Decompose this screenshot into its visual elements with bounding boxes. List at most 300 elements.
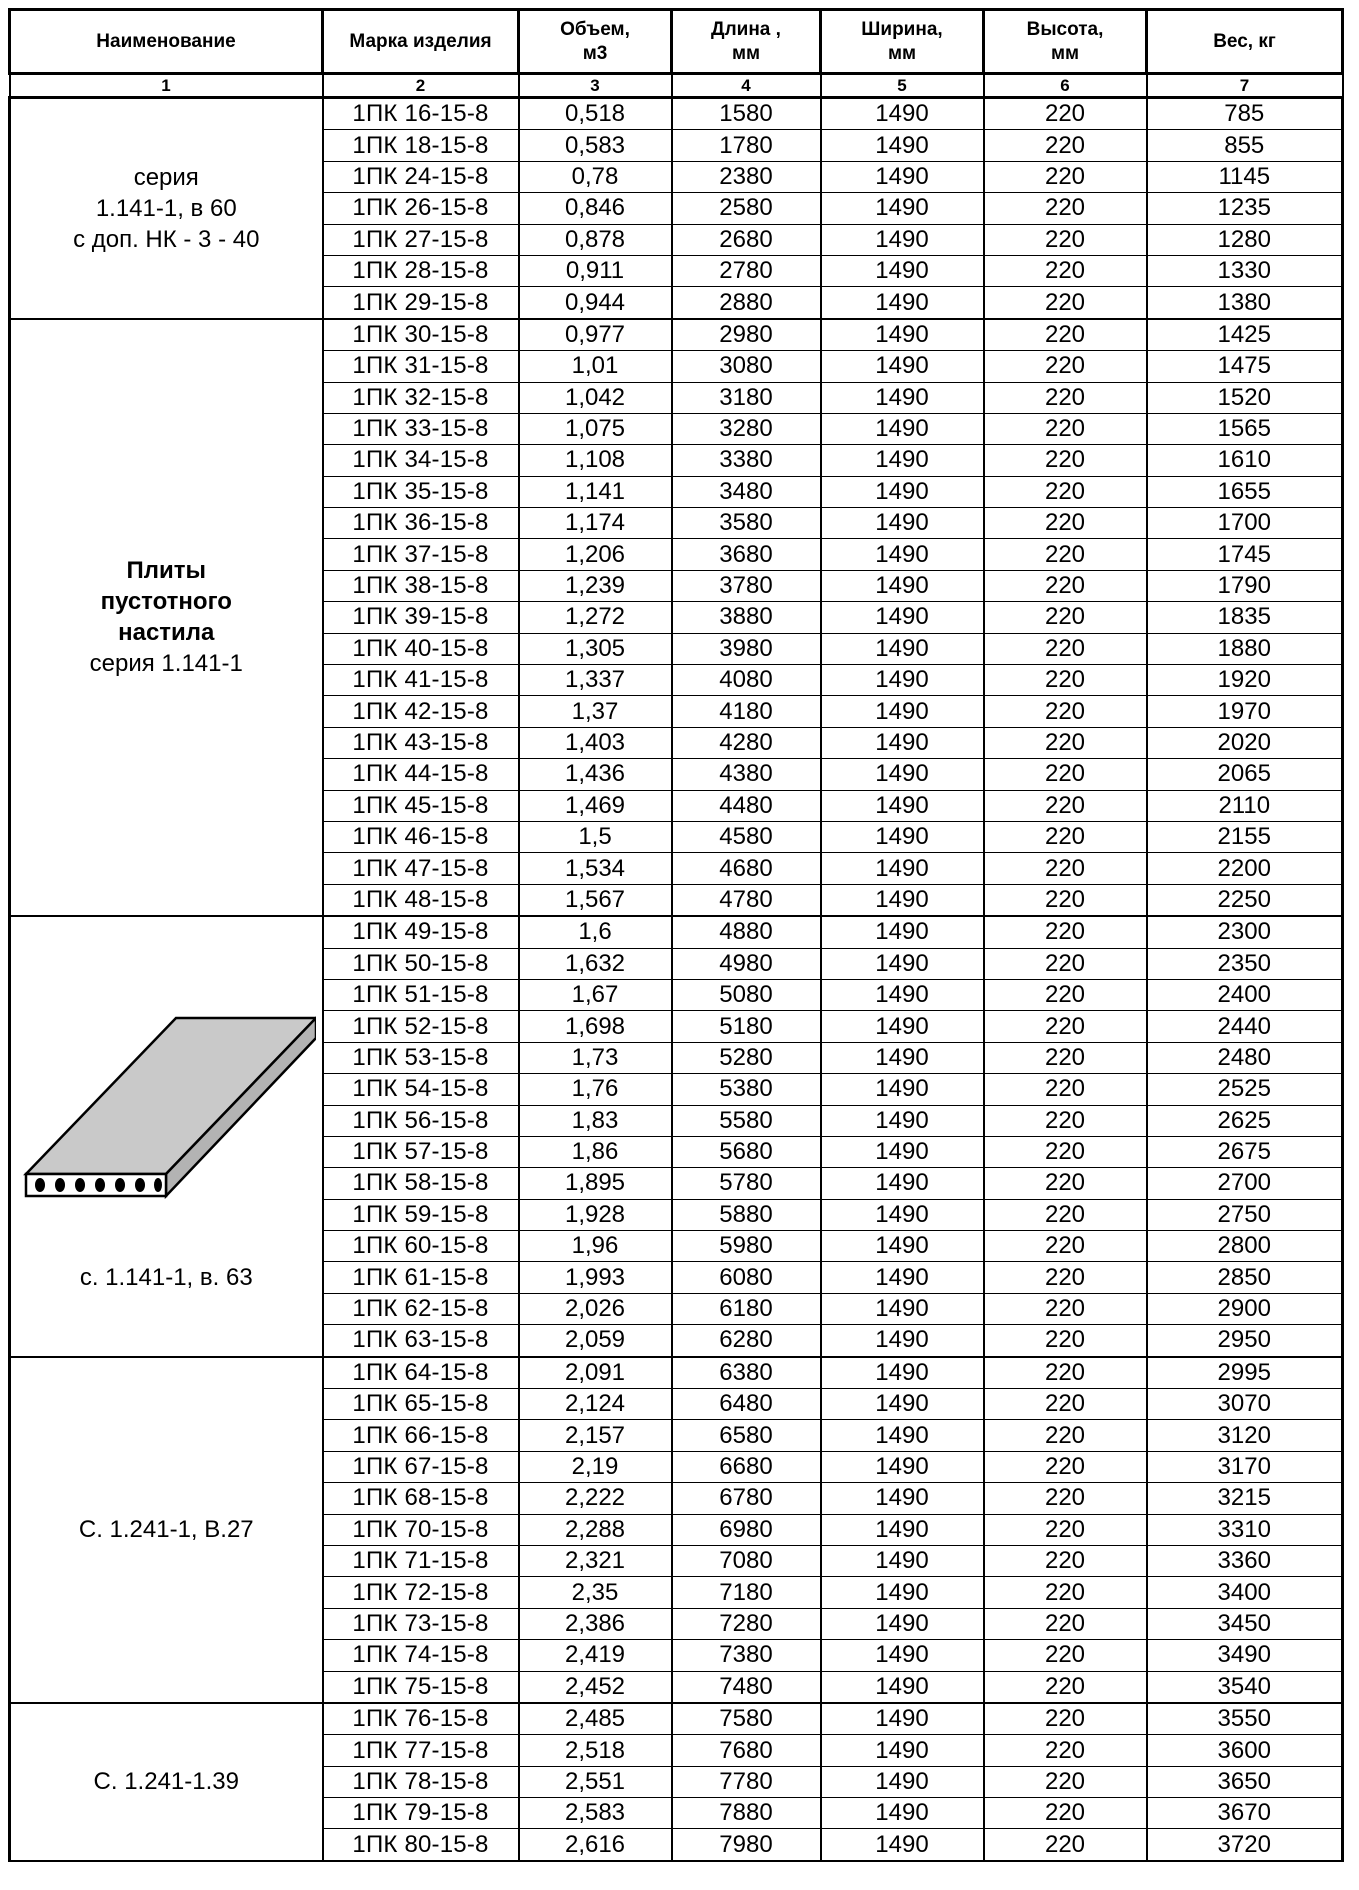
height-cell: 220: [984, 570, 1147, 601]
length-cell: 7280: [672, 1608, 821, 1639]
weight-cell: 2800: [1147, 1231, 1343, 1262]
width-cell: 1490: [821, 1325, 984, 1357]
length-cell: 7680: [672, 1735, 821, 1766]
length-cell: 5880: [672, 1199, 821, 1230]
table-row: [10, 98, 1343, 130]
height-cell: 220: [984, 193, 1147, 224]
weight-cell: 1790: [1147, 570, 1343, 601]
weight-cell: 3490: [1147, 1640, 1343, 1671]
length-cell: 3880: [672, 602, 821, 633]
height-cell: 220: [984, 1703, 1147, 1735]
length-cell: 5980: [672, 1231, 821, 1262]
mark-cell: 1ПК 71-15-8: [323, 1545, 519, 1576]
weight-cell: 3650: [1147, 1766, 1343, 1797]
weight-cell: 1970: [1147, 696, 1343, 727]
volume-cell: 1,01: [519, 351, 672, 382]
volume-cell: 2,616: [519, 1829, 672, 1861]
volume-cell: 1,632: [519, 948, 672, 979]
height-cell: 220: [984, 319, 1147, 351]
length-cell: 1780: [672, 130, 821, 161]
width-cell: 1490: [821, 1199, 984, 1230]
mark-cell: 1ПК 48-15-8: [323, 884, 519, 916]
length-cell: 7880: [672, 1798, 821, 1829]
mark-cell: 1ПК 74-15-8: [323, 1640, 519, 1671]
height-cell: 220: [984, 1231, 1147, 1262]
weight-cell: 2525: [1147, 1074, 1343, 1105]
height-cell: 220: [984, 1105, 1147, 1136]
group-label-line: серия: [133, 163, 199, 191]
width-cell: 1490: [821, 255, 984, 286]
length-cell: 4580: [672, 821, 821, 852]
volume-cell: 0,977: [519, 319, 672, 351]
mark-cell: 1ПК 35-15-8: [323, 476, 519, 507]
weight-cell: 3540: [1147, 1671, 1343, 1703]
mark-cell: 1ПК 63-15-8: [323, 1325, 519, 1357]
volume-cell: 2,059: [519, 1325, 672, 1357]
volume-cell: 2,583: [519, 1798, 672, 1829]
width-cell: 1490: [821, 1829, 984, 1861]
column-number: 4: [672, 74, 821, 98]
weight-cell: 1280: [1147, 224, 1343, 255]
volume-cell: 1,67: [519, 979, 672, 1010]
height-cell: 220: [984, 1136, 1147, 1167]
mark-cell: 1ПК 57-15-8: [323, 1136, 519, 1167]
volume-cell: 2,124: [519, 1389, 672, 1420]
weight-cell: 1920: [1147, 665, 1343, 696]
length-cell: 6680: [672, 1451, 821, 1482]
table-body: [10, 98, 1343, 1861]
header-row: [10, 10, 1343, 74]
weight-cell: 3450: [1147, 1608, 1343, 1639]
height-cell: 220: [984, 696, 1147, 727]
mark-cell: 1ПК 64-15-8: [323, 1357, 519, 1389]
mark-cell: 1ПК 67-15-8: [323, 1451, 519, 1482]
length-cell: 6380: [672, 1357, 821, 1389]
length-cell: 5680: [672, 1136, 821, 1167]
mark-cell: 1ПК 49-15-8: [323, 916, 519, 948]
height-cell: 220: [984, 98, 1147, 130]
width-cell: 1490: [821, 224, 984, 255]
weight-cell: 1745: [1147, 539, 1343, 570]
height-cell: 220: [984, 979, 1147, 1010]
volume-cell: 0,878: [519, 224, 672, 255]
length-cell: 1580: [672, 98, 821, 130]
weight-cell: 1380: [1147, 287, 1343, 319]
weight-cell: 2020: [1147, 727, 1343, 758]
weight-cell: 1565: [1147, 413, 1343, 444]
group-label-line: с. 1.141-1, в. 63: [79, 1263, 253, 1291]
height-cell: 220: [984, 382, 1147, 413]
length-cell: 6480: [672, 1389, 821, 1420]
height-cell: 220: [984, 1545, 1147, 1576]
height-cell: 220: [984, 1671, 1147, 1703]
column-number-row: [10, 74, 1343, 98]
width-cell: 1490: [821, 665, 984, 696]
width-cell: 1490: [821, 1389, 984, 1420]
width-cell: 1490: [821, 1703, 984, 1735]
weight-cell: 1700: [1147, 508, 1343, 539]
volume-cell: 1,86: [519, 1136, 672, 1167]
height-cell: 220: [984, 413, 1147, 444]
weight-cell: 3670: [1147, 1798, 1343, 1829]
height-cell: 220: [984, 916, 1147, 948]
height-cell: 220: [984, 161, 1147, 192]
width-cell: 1490: [821, 1136, 984, 1167]
group-label-line: С. 1.241-1, В.27: [78, 1516, 254, 1544]
group-name-cell: [10, 916, 323, 1356]
weight-cell: 1235: [1147, 193, 1343, 224]
weight-cell: 3070: [1147, 1389, 1343, 1420]
length-cell: 7780: [672, 1766, 821, 1797]
mark-cell: 1ПК 61-15-8: [323, 1262, 519, 1293]
mark-cell: 1ПК 30-15-8: [323, 319, 519, 351]
mark-cell: 1ПК 76-15-8: [323, 1703, 519, 1735]
height-cell: 220: [984, 1451, 1147, 1482]
mark-cell: 1ПК 46-15-8: [323, 821, 519, 852]
mark-cell: 1ПК 44-15-8: [323, 759, 519, 790]
mark-cell: 1ПК 78-15-8: [323, 1766, 519, 1797]
width-cell: 1490: [821, 884, 984, 916]
weight-cell: 2700: [1147, 1168, 1343, 1199]
weight-cell: 3120: [1147, 1420, 1343, 1451]
width-cell: 1490: [821, 413, 984, 444]
length-cell: 4880: [672, 916, 821, 948]
volume-cell: 0,944: [519, 287, 672, 319]
width-cell: 1490: [821, 790, 984, 821]
volume-cell: 0,583: [519, 130, 672, 161]
slab-illustration: [11, 980, 322, 1218]
mark-cell: 1ПК 79-15-8: [323, 1798, 519, 1829]
length-cell: 6580: [672, 1420, 821, 1451]
length-cell: 3680: [672, 539, 821, 570]
column-number: 6: [984, 74, 1147, 98]
header-mark: Марка изделия: [323, 10, 519, 74]
header-width: Ширина, мм: [821, 10, 984, 74]
weight-cell: 3360: [1147, 1545, 1343, 1576]
column-number: 7: [1147, 74, 1343, 98]
width-cell: 1490: [821, 539, 984, 570]
weight-cell: 1330: [1147, 255, 1343, 286]
weight-cell: 2110: [1147, 790, 1343, 821]
volume-cell: 1,272: [519, 602, 672, 633]
length-cell: 5280: [672, 1042, 821, 1073]
mark-cell: 1ПК 33-15-8: [323, 413, 519, 444]
height-cell: 220: [984, 476, 1147, 507]
group-label-line: настила: [118, 619, 215, 647]
width-cell: 1490: [821, 1357, 984, 1389]
width-cell: 1490: [821, 130, 984, 161]
mark-cell: 1ПК 54-15-8: [323, 1074, 519, 1105]
width-cell: 1490: [821, 1766, 984, 1797]
width-cell: 1490: [821, 1451, 984, 1482]
width-cell: 1490: [821, 602, 984, 633]
height-cell: 220: [984, 1357, 1147, 1389]
width-cell: 1490: [821, 759, 984, 790]
weight-cell: 2675: [1147, 1136, 1343, 1167]
volume-cell: 2,157: [519, 1420, 672, 1451]
height-cell: 220: [984, 1798, 1147, 1829]
length-cell: 7180: [672, 1577, 821, 1608]
weight-cell: 2950: [1147, 1325, 1343, 1357]
volume-cell: 2,485: [519, 1703, 672, 1735]
volume-cell: 2,551: [519, 1766, 672, 1797]
length-cell: 2380: [672, 161, 821, 192]
volume-cell: 0,846: [519, 193, 672, 224]
header-weight: Вес, кг: [1147, 10, 1343, 74]
volume-cell: 1,469: [519, 790, 672, 821]
mark-cell: 1ПК 24-15-8: [323, 161, 519, 192]
mark-cell: 1ПК 26-15-8: [323, 193, 519, 224]
weight-cell: 3215: [1147, 1483, 1343, 1514]
group-name-cell: [10, 1703, 323, 1861]
height-cell: 220: [984, 1011, 1147, 1042]
volume-cell: 1,042: [519, 382, 672, 413]
volume-cell: 2,026: [519, 1293, 672, 1324]
mark-cell: 1ПК 72-15-8: [323, 1577, 519, 1608]
volume-cell: 2,452: [519, 1671, 672, 1703]
width-cell: 1490: [821, 319, 984, 351]
weight-cell: 2480: [1147, 1042, 1343, 1073]
mark-cell: 1ПК 80-15-8: [323, 1829, 519, 1861]
height-cell: 220: [984, 1262, 1147, 1293]
width-cell: 1490: [821, 1420, 984, 1451]
width-cell: 1490: [821, 1074, 984, 1105]
length-cell: 3180: [672, 382, 821, 413]
mark-cell: 1ПК 56-15-8: [323, 1105, 519, 1136]
mark-cell: 1ПК 66-15-8: [323, 1420, 519, 1451]
width-cell: 1490: [821, 508, 984, 539]
length-cell: 2580: [672, 193, 821, 224]
volume-cell: 1,436: [519, 759, 672, 790]
mark-cell: 1ПК 31-15-8: [323, 351, 519, 382]
volume-cell: 1,6: [519, 916, 672, 948]
mark-cell: 1ПК 38-15-8: [323, 570, 519, 601]
mark-cell: 1ПК 41-15-8: [323, 665, 519, 696]
height-cell: 220: [984, 665, 1147, 696]
width-cell: 1490: [821, 696, 984, 727]
length-cell: 2880: [672, 287, 821, 319]
volume-cell: 1,96: [519, 1231, 672, 1262]
width-cell: 1490: [821, 1640, 984, 1671]
width-cell: 1490: [821, 1011, 984, 1042]
weight-cell: 3550: [1147, 1703, 1343, 1735]
width-cell: 1490: [821, 287, 984, 319]
height-cell: 220: [984, 727, 1147, 758]
length-cell: 4480: [672, 790, 821, 821]
weight-cell: 2400: [1147, 979, 1343, 1010]
volume-cell: 2,518: [519, 1735, 672, 1766]
mark-cell: 1ПК 59-15-8: [323, 1199, 519, 1230]
length-cell: 5780: [672, 1168, 821, 1199]
table-row: [10, 916, 1343, 948]
width-cell: 1490: [821, 1577, 984, 1608]
volume-cell: 1,37: [519, 696, 672, 727]
weight-cell: 1520: [1147, 382, 1343, 413]
length-cell: 7480: [672, 1671, 821, 1703]
mark-cell: 1ПК 77-15-8: [323, 1735, 519, 1766]
weight-cell: 1145: [1147, 161, 1343, 192]
height-cell: 220: [984, 255, 1147, 286]
height-cell: 220: [984, 790, 1147, 821]
volume-cell: 2,091: [519, 1357, 672, 1389]
volume-cell: 1,239: [519, 570, 672, 601]
width-cell: 1490: [821, 382, 984, 413]
group-label-line: 1.141-1, в 60: [95, 194, 237, 222]
mark-cell: 1ПК 36-15-8: [323, 508, 519, 539]
width-cell: 1490: [821, 948, 984, 979]
height-cell: 220: [984, 602, 1147, 633]
height-cell: 220: [984, 884, 1147, 916]
mark-cell: 1ПК 39-15-8: [323, 602, 519, 633]
volume-cell: 0,78: [519, 161, 672, 192]
mark-cell: 1ПК 16-15-8: [323, 98, 519, 130]
width-cell: 1490: [821, 1042, 984, 1073]
length-cell: 6280: [672, 1325, 821, 1357]
width-cell: 1490: [821, 98, 984, 130]
column-number: 5: [821, 74, 984, 98]
width-cell: 1490: [821, 1105, 984, 1136]
volume-cell: 1,993: [519, 1262, 672, 1293]
mark-cell: 1ПК 62-15-8: [323, 1293, 519, 1324]
column-number: 3: [519, 74, 672, 98]
width-cell: 1490: [821, 1483, 984, 1514]
mark-cell: 1ПК 65-15-8: [323, 1389, 519, 1420]
length-cell: 3280: [672, 413, 821, 444]
volume-cell: 1,174: [519, 508, 672, 539]
length-cell: 7980: [672, 1829, 821, 1861]
mark-cell: 1ПК 18-15-8: [323, 130, 519, 161]
width-cell: 1490: [821, 1671, 984, 1703]
length-cell: 5380: [672, 1074, 821, 1105]
height-cell: 220: [984, 287, 1147, 319]
volume-cell: 0,911: [519, 255, 672, 286]
volume-cell: 1,337: [519, 665, 672, 696]
weight-cell: 855: [1147, 130, 1343, 161]
mark-cell: 1ПК 42-15-8: [323, 696, 519, 727]
volume-cell: 2,321: [519, 1545, 672, 1576]
volume-cell: 1,403: [519, 727, 672, 758]
mark-cell: 1ПК 28-15-8: [323, 255, 519, 286]
height-cell: 220: [984, 1608, 1147, 1639]
mark-cell: 1ПК 45-15-8: [323, 790, 519, 821]
width-cell: 1490: [821, 351, 984, 382]
length-cell: 4780: [672, 884, 821, 916]
length-cell: 4080: [672, 665, 821, 696]
weight-cell: 2250: [1147, 884, 1343, 916]
mark-cell: 1ПК 58-15-8: [323, 1168, 519, 1199]
height-cell: 220: [984, 1483, 1147, 1514]
table-row: [10, 1357, 1343, 1389]
volume-cell: 1,73: [519, 1042, 672, 1073]
length-cell: 4680: [672, 853, 821, 884]
mark-cell: 1ПК 75-15-8: [323, 1671, 519, 1703]
slab-specification-table: [8, 8, 1344, 1862]
length-cell: 3580: [672, 508, 821, 539]
mark-cell: 1ПК 68-15-8: [323, 1483, 519, 1514]
volume-cell: 2,222: [519, 1483, 672, 1514]
length-cell: 4980: [672, 948, 821, 979]
length-cell: 2680: [672, 224, 821, 255]
length-cell: 3980: [672, 633, 821, 664]
height-cell: 220: [984, 759, 1147, 790]
weight-cell: 2625: [1147, 1105, 1343, 1136]
volume-cell: 1,928: [519, 1199, 672, 1230]
length-cell: 3480: [672, 476, 821, 507]
width-cell: 1490: [821, 1514, 984, 1545]
volume-cell: 1,141: [519, 476, 672, 507]
weight-cell: 2065: [1147, 759, 1343, 790]
height-cell: 220: [984, 1042, 1147, 1073]
volume-cell: 2,386: [519, 1608, 672, 1639]
width-cell: 1490: [821, 1608, 984, 1639]
height-cell: 220: [984, 633, 1147, 664]
volume-cell: 1,698: [519, 1011, 672, 1042]
length-cell: 3080: [672, 351, 821, 382]
mark-cell: 1ПК 27-15-8: [323, 224, 519, 255]
height-cell: 220: [984, 1766, 1147, 1797]
group-label-line: с доп. НК - 3 - 40: [73, 225, 260, 253]
height-cell: 220: [984, 445, 1147, 476]
height-cell: 220: [984, 1168, 1147, 1199]
length-cell: 6080: [672, 1262, 821, 1293]
weight-cell: 2850: [1147, 1262, 1343, 1293]
width-cell: 1490: [821, 916, 984, 948]
height-cell: 220: [984, 1829, 1147, 1861]
length-cell: 4180: [672, 696, 821, 727]
weight-cell: 2440: [1147, 1011, 1343, 1042]
height-cell: 220: [984, 821, 1147, 852]
height-cell: 220: [984, 1735, 1147, 1766]
mark-cell: 1ПК 37-15-8: [323, 539, 519, 570]
weight-cell: 1475: [1147, 351, 1343, 382]
length-cell: 3780: [672, 570, 821, 601]
length-cell: 2780: [672, 255, 821, 286]
table-row: [10, 1703, 1343, 1735]
weight-cell: 2155: [1147, 821, 1343, 852]
volume-cell: 2,419: [519, 1640, 672, 1671]
weight-cell: 785: [1147, 98, 1343, 130]
height-cell: 220: [984, 351, 1147, 382]
length-cell: 3380: [672, 445, 821, 476]
height-cell: 220: [984, 853, 1147, 884]
mark-cell: 1ПК 53-15-8: [323, 1042, 519, 1073]
column-number: 1: [10, 74, 323, 98]
height-cell: 220: [984, 948, 1147, 979]
height-cell: 220: [984, 1577, 1147, 1608]
width-cell: 1490: [821, 1293, 984, 1324]
length-cell: 6180: [672, 1293, 821, 1324]
column-number: 2: [323, 74, 519, 98]
height-cell: 220: [984, 1389, 1147, 1420]
weight-cell: 1655: [1147, 476, 1343, 507]
volume-cell: 1,76: [519, 1074, 672, 1105]
length-cell: 5580: [672, 1105, 821, 1136]
group-name-cell: [10, 1357, 323, 1703]
mark-cell: 1ПК 29-15-8: [323, 287, 519, 319]
weight-cell: 3170: [1147, 1451, 1343, 1482]
weight-cell: 2200: [1147, 853, 1343, 884]
length-cell: 4280: [672, 727, 821, 758]
group-label-line: Плиты: [126, 557, 206, 585]
volume-cell: 1,5: [519, 821, 672, 852]
width-cell: 1490: [821, 1168, 984, 1199]
weight-cell: 1425: [1147, 319, 1343, 351]
width-cell: 1490: [821, 821, 984, 852]
weight-cell: 2300: [1147, 916, 1343, 948]
header-name: Наименование: [10, 10, 323, 74]
volume-cell: 1,108: [519, 445, 672, 476]
weight-cell: 1835: [1147, 602, 1343, 633]
